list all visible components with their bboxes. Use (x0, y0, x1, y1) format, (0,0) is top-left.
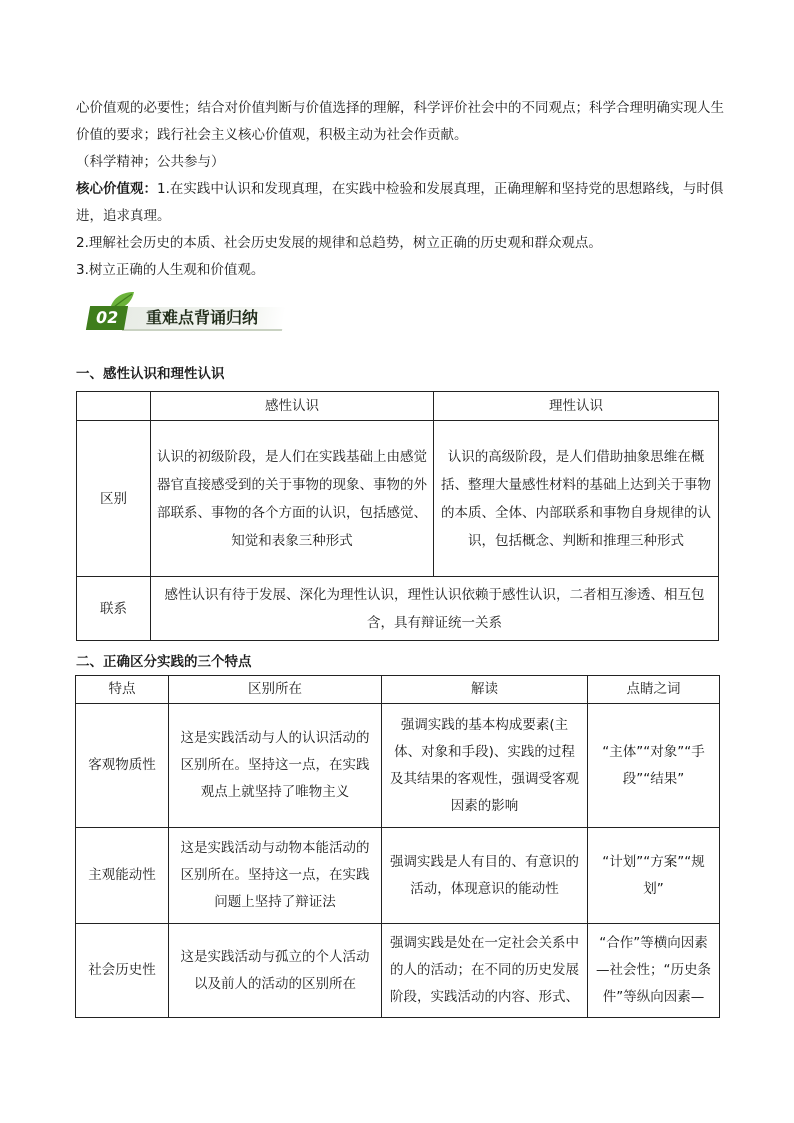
feature-cell: 社会历史性 (76, 924, 169, 1018)
core-values-item-3: 3.树立正确的人生观和价值观。 (76, 262, 265, 278)
table-row (77, 577, 719, 641)
badge-title: 重难点背诵归纳 (146, 308, 259, 327)
literacy-note: （科学精神；公共参与） (76, 154, 225, 170)
feature-cell: 客观物质性 (76, 704, 169, 828)
keywords-cell: “合作”等横向因素—社会性；“历史条件”等纵向因素— (588, 924, 720, 1018)
core-values-label: 核心价值观： (76, 181, 157, 197)
badge-number: 02 (86, 306, 128, 330)
table-row (76, 704, 720, 828)
row-label: 区别 (77, 421, 151, 577)
explain-cell: 强调实践是人有目的、有意识的活动，体现意识的能动性 (382, 828, 588, 924)
header-cell: 特点 (76, 676, 169, 704)
perception-table (76, 391, 719, 641)
core-values-item-2: 2.理解社会历史的本质、社会历史发展的规律和总趋势，树立正确的历史观和群众观点。 (76, 235, 602, 251)
keywords-cell: “主体”“对象”“手段”“结果” (588, 704, 720, 828)
header-cell: 理性认识 (434, 392, 719, 421)
section1-title: 一、感性认识和理性认识 (76, 366, 225, 382)
table-row (76, 828, 720, 924)
header-cell: 解读 (382, 676, 588, 704)
intro-paragraph: 心价值观的必要性；结合对价值判断与价值选择的理解，科学评价社会中的不同观点；科学合理明确实现人生价值的要求；践行社会主义核心价值观，积极主动为社会作贡献。 (76, 100, 724, 143)
feature-cell: 主观能动性 (76, 828, 169, 924)
table-row (77, 421, 719, 577)
explain-cell: 强调实践是处在一定社会关系中的人的活动；在不同的历史发展阶段，实践活动的内容、形式、 (382, 924, 588, 1018)
core-values-item-1-text: 1.在实践中认识和发现真理，在实践中检验和发展真理，正确理解和坚持党的思想路线，与时俱进，追求真理。 (76, 181, 724, 224)
explain-cell: 强调实践的基本构成要素(主体、对象和手段)、实践的过程及其结果的客观性，强调受客观因素的影响 (382, 704, 588, 828)
header-cell: 感性认识 (151, 392, 434, 421)
header-cell (77, 392, 151, 421)
core-values-item-1 (76, 176, 724, 230)
header-cell: 区别所在 (169, 676, 382, 704)
link-cell: 感性认识有待于发展、深化为理性认识，理性认识依赖于感性认识，二者相互渗透、相互包含，具有辩证统一关系 (151, 577, 719, 641)
difference-cell: 这是实践活动与动物本能活动的区别所在。坚持这一点，在实践问题上坚持了辩证法 (169, 828, 382, 924)
difference-cell: 这是实践活动与人的认识活动的区别所在。坚持这一点，在实践观点上就坚持了唯物主义 (169, 704, 382, 828)
section2-title: 二、正确区分实践的三个特点 (76, 654, 252, 670)
header-cell: 点睛之词 (588, 676, 720, 704)
section-badge (88, 298, 288, 334)
table-header-row (76, 676, 720, 704)
difference-cell: 这是实践活动与孤立的个人活动以及前人的活动的区别所在 (169, 924, 382, 1018)
perceptual-cell: 认识的初级阶段，是人们在实践基础上由感觉器官直接感受到的关于事物的现象、事物的外部联系、事物的各个方面的认识，包括感觉、知觉和表象三种形式 (151, 421, 434, 577)
table-header-row (77, 392, 719, 421)
practice-table (75, 675, 720, 1018)
rational-cell: 认识的高级阶段，是人们借助抽象思维在概括、整理大量感性材料的基础上达到关于事物的本质、全体、内部联系和事物自身规律的认识，包括概念、判断和推理三种形式 (434, 421, 719, 577)
table-row (76, 924, 720, 1018)
keywords-cell: “计划”“方案”“规划” (588, 828, 720, 924)
row-label: 联系 (77, 577, 151, 641)
